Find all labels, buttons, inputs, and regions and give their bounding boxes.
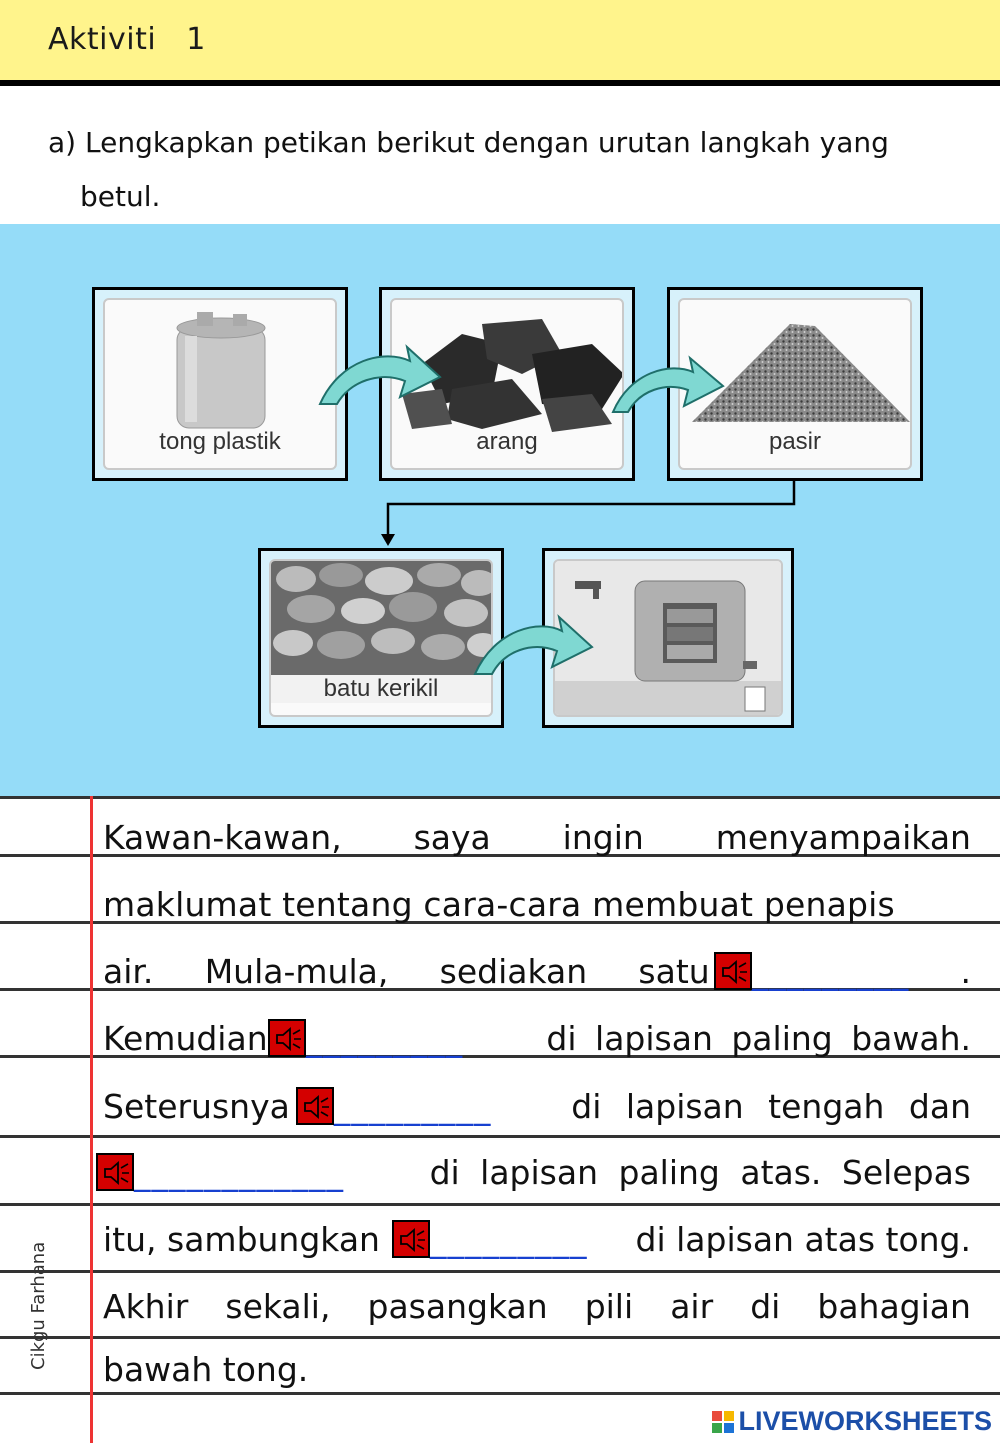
answer-blank-4[interactable]: ____________ — [134, 1152, 344, 1192]
passage-line-6: ____________ di lapisan paling atas. Selepas — [96, 1139, 971, 1205]
passage-line-1: Kawan-kawan, saya ingin menyampaikan — [103, 817, 971, 857]
speaker-icon[interactable] — [96, 1153, 134, 1191]
plastic-barrel-image — [105, 306, 337, 436]
activity-title: Aktiviti 1 — [48, 22, 206, 57]
card-label: pasir — [768, 428, 822, 455]
instruction-section — [0, 86, 1000, 224]
passage-line-3: air. Mula-mula, sediakan satu _________ . — [103, 951, 971, 991]
curved-arrow-icon — [470, 609, 595, 679]
illustration-panel — [0, 224, 1000, 796]
passage-section — [0, 796, 1000, 1443]
answer-blank-2[interactable]: _________ — [305, 1018, 464, 1058]
speaker-icon[interactable] — [714, 952, 752, 990]
down-arrow-icon — [378, 478, 798, 548]
curved-arrow-icon — [608, 352, 728, 417]
author-credit: Cikgu Farhana — [28, 1241, 49, 1370]
passage-line-2: maklumat tentang cara-cara membuat penapis — [103, 884, 895, 924]
speaker-icon[interactable] — [296, 1087, 334, 1125]
instruction-text — [48, 116, 928, 224]
passage-line-9: bawah tong. — [103, 1349, 309, 1389]
card-image-frame — [269, 559, 493, 717]
curved-arrow-icon — [315, 339, 445, 409]
card-label: tong plastik — [159, 428, 281, 455]
rule-line — [0, 796, 1000, 799]
answer-blank-5[interactable]: _________ — [429, 1219, 588, 1259]
card-tong-plastik — [92, 287, 348, 481]
passage-line-4: Kemudian _________ di lapisan paling bawah. — [103, 1018, 971, 1058]
instruction-line-1: a) Lengkapkan petikan berikut dengan urutan langkah yang — [48, 126, 889, 159]
instruction-line-2: betul. — [80, 180, 161, 213]
card-label: arang — [476, 428, 538, 455]
passage-line-5: Seterusnya _________ di lapisan tengah dan — [103, 1086, 971, 1126]
answer-blank-3[interactable]: _________ — [333, 1086, 492, 1126]
passage-line-7: itu, sambungkan _________ di lapisan atas tong. — [103, 1219, 971, 1259]
passage-line-8: Akhir sekali, pasangkan pili air di bahagian — [103, 1286, 971, 1326]
liveworksheets-logo: LIVEWORKSHEETS — [712, 1406, 992, 1437]
card-image-frame — [103, 298, 337, 470]
speaker-icon[interactable] — [392, 1220, 430, 1258]
answer-blank-1[interactable]: _________ — [751, 951, 910, 991]
gravel-image — [271, 561, 493, 686]
card-label: batu kerikil — [271, 675, 491, 703]
margin-line — [90, 796, 93, 1443]
header-bar — [0, 0, 1000, 80]
speaker-icon[interactable] — [268, 1019, 306, 1057]
card-batu-kerikil — [258, 548, 504, 728]
brand-logo-icon — [712, 1411, 734, 1433]
